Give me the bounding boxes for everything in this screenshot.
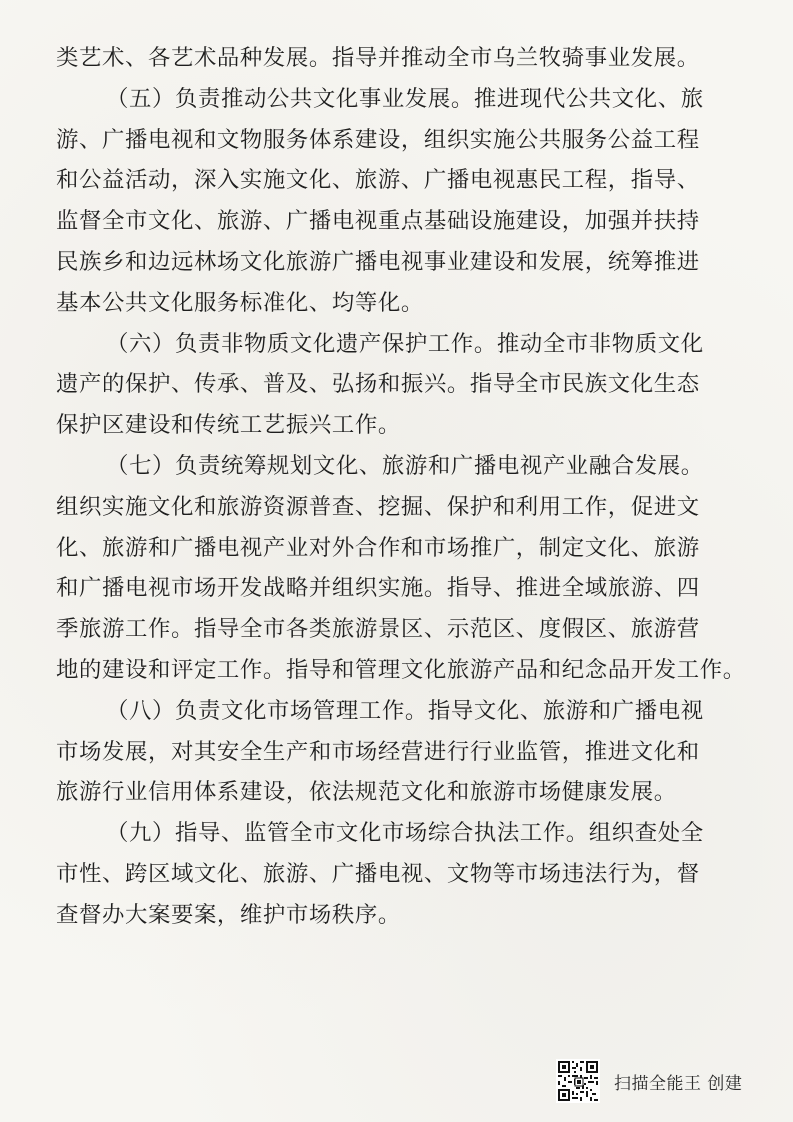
text-line: 和公益活动，深入实施文化、旅游、广播电视惠民工程，指导、 [56,167,700,194]
text-line: 旅游行业信用体系建设，依法规范文化和旅游市场健康发展。 [56,779,677,806]
text-line: 和广播电视市场开发战略并组织实施。指导、推进全域旅游、四 [56,575,700,602]
text-line: 化、旅游和广播电视产业对外合作和市场推广，制定文化、旅游 [56,534,700,561]
qr-code-icon [556,1059,600,1103]
text-line: （五）负责推动公共文化事业发展。推进现代公共文化、旅 [106,85,704,112]
text-line: 市性、跨区域文化、旅游、广播电视、文物等市场违法行为，督 [56,860,700,887]
text-line: 保护区建设和传统工艺振兴工作。 [56,412,401,439]
scanner-app-label: 扫描全能王 创建 [614,1073,743,1094]
text-line: 季旅游工作。指导全市各类旅游景区、示范区、度假区、旅游营 [56,616,700,643]
text-line: （八）负责文化市场管理工作。指导文化、旅游和广播电视 [106,697,704,724]
text-line: （九）指导、监管全市文化市场综合执法工作。组织查处全 [106,820,704,847]
text-line: 民族乡和边远林场文化旅游广播电视事业建设和发展，统筹推进 [56,248,700,275]
text-line: 类艺术、各艺术品种发展。指导并推动全市乌兰牧骑事业发展。 [56,45,700,71]
text-line: 地的建设和评定工作。指导和管理文化旅游产品和纪念品开发工作。 [56,656,746,683]
text-line: 遗产的保护、传承、普及、弘扬和振兴。指导全市民族文化生态 [56,371,700,398]
text-line: 市场发展，对其安全生产和市场经营进行行业监管，推进文化和 [56,738,700,765]
text-line: 组织实施文化和旅游资源普查、挖掘、保护和利用工作，促进文 [56,493,700,520]
text-line: 游、广播电视和文物服务体系建设，组织实施公共服务公益工程 [56,126,700,153]
text-line: 基本公共文化服务标准化、均等化。 [56,289,424,316]
document-body [56,38,756,936]
text-line: 查督办大案要案，维护市场秩序。 [56,901,401,928]
text-line: （六）负责非物质文化遗产保护工作。推动全市非物质文化 [106,330,704,357]
text-line: 监督全市文化、旅游、广播电视重点基础设施建设，加强并扶持 [56,208,700,235]
scanner-watermark [556,1056,742,1106]
text-line: （七）负责统筹规划文化、旅游和广播电视产业融合发展。 [106,452,704,479]
